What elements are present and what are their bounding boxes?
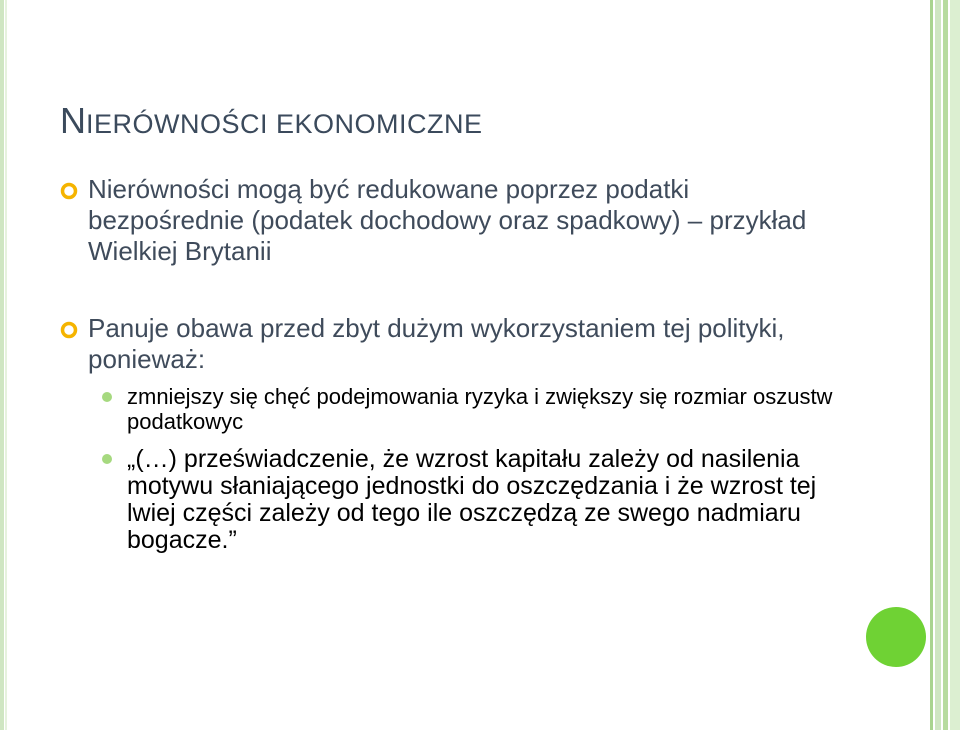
ring-bullet-icon bbox=[60, 182, 78, 200]
ring-bullet-icon bbox=[60, 321, 78, 339]
slide-title bbox=[60, 100, 483, 142]
right-stripe-3 bbox=[943, 0, 948, 730]
green-circle-decoration bbox=[866, 607, 926, 667]
sub-bullet-text: zmniejszy się chęć podejmowania ryzyka i zwiększy się rozmiar oszustw podatkowyc bbox=[127, 384, 833, 434]
right-stripe-1 bbox=[930, 0, 933, 730]
slide-title-rest: IERÓWNOŚCI EKONOMICZNE bbox=[86, 109, 483, 139]
dot-bullet-icon bbox=[102, 454, 112, 464]
slide-title-initial: N bbox=[60, 100, 86, 141]
left-stripe-thin bbox=[5, 0, 7, 730]
dot-bullet-icon bbox=[102, 392, 112, 402]
bullet-text: Panuje obawa przed zbyt dużym wykorzystaniem tej polityki, ponieważ: bbox=[88, 313, 785, 374]
right-stripe-2 bbox=[935, 0, 941, 730]
bullet-text: Nierówności mogą być redukowane poprzez podatki bezpośrednie (podatek dochodowy oraz spadkowy) – przykład Wielkiej Brytanii bbox=[88, 174, 807, 266]
left-stripe bbox=[0, 0, 4, 730]
right-stripe-4 bbox=[950, 0, 960, 730]
sub-bullet-text: „(…) przeświadczenie, że wzrost kapitału zależy od nasilenia motywu słaniającego jednostki do oszczędzania i że wzrost tej lwiej części zależy od tego ile oszczędzą ze swego nadmiaru bogacze.” bbox=[127, 445, 817, 554]
